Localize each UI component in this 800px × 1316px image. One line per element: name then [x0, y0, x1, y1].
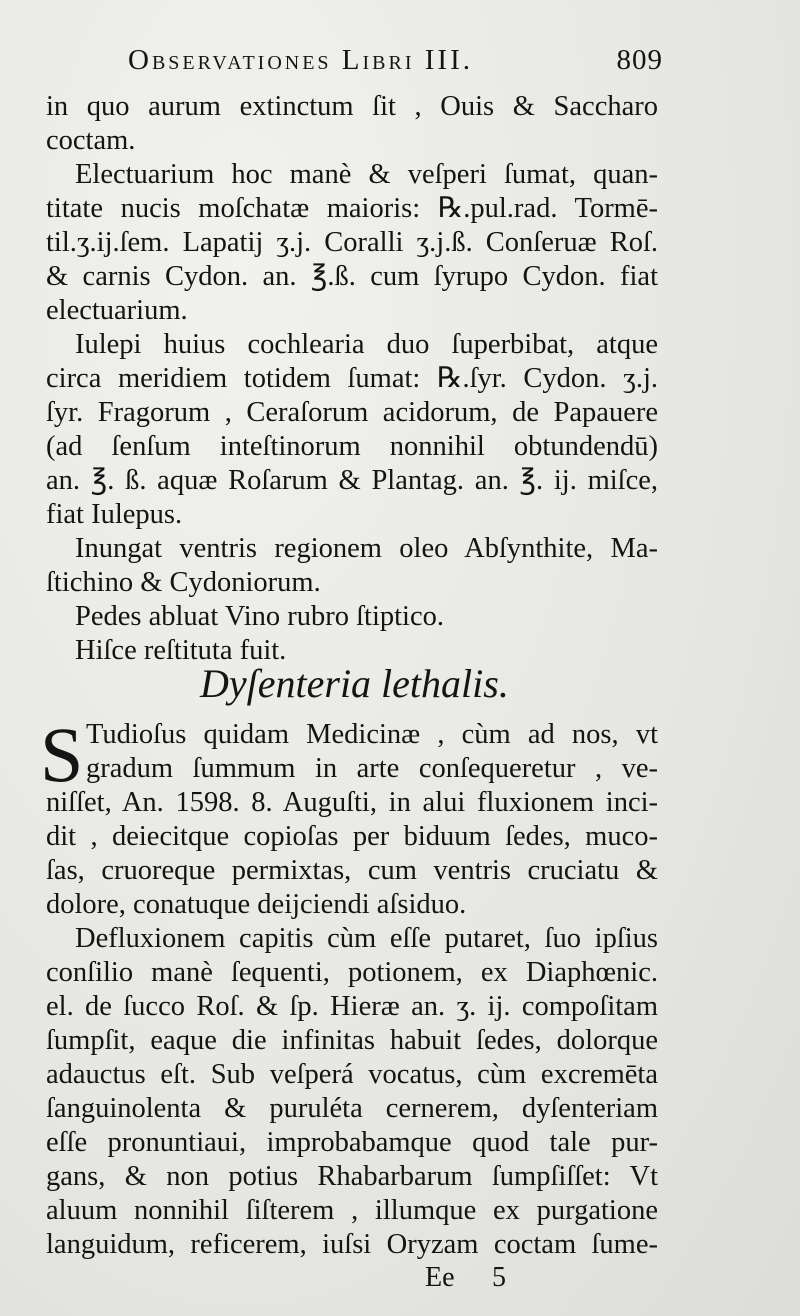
text-line: Inungat ventris regionem oleo Abſynthite, Ma- — [75, 533, 658, 564]
catchword: 5 — [492, 1262, 506, 1293]
text-line: conſilio manè ſequenti, potionem, ex Diaphœnic. — [46, 957, 658, 988]
text-line: (ad ſenſum inteſtinorum nonnihil obtundendū) — [46, 431, 658, 462]
text-line: & carnis Cydon. an. ℥.ß. cum ſyrupo Cydon. fiat — [46, 261, 658, 292]
text-line: dit , deiecitque copioſas per biduum ſedes, muco- — [46, 821, 658, 852]
text-line: dolore, conatuque deijciendi aſsiduo. — [46, 889, 467, 920]
text-line: titate nucis moſchatæ maioris: ℞.pul.rad. Tormē- — [46, 193, 658, 224]
text-line: Hiſce reſtituta fuit. — [75, 635, 287, 666]
text-line: el. de ſucco Roſ. & ſp. Hieræ an. ʒ. ij. compoſitam — [46, 991, 658, 1022]
text-line: in quo aurum extinctum ſit , Ouis & Saccharo — [46, 91, 658, 122]
text-line: gradum ſummum in arte conſequeretur , ve- — [86, 753, 658, 784]
section-heading: Dyſenteria lethalis. — [200, 661, 509, 706]
drop-cap: S — [40, 711, 84, 798]
running-title: Observationes Libri III. — [128, 44, 473, 76]
text-line: Defluxionem capitis cùm eſſe putaret, ſuo ipſius — [75, 923, 658, 954]
text-line: ſyr. Fragorum , Ceraſorum acidorum, de Papauere — [46, 397, 658, 428]
text-line: ſumpſit, eaque die infinitas habuit ſedes, dolorque — [46, 1025, 658, 1056]
text-line: an. ℥. ß. aquæ Roſarum & Plantag. an. ℥. ij. miſce, — [46, 465, 658, 496]
text-line: languidum, reficerem, iuſsi Oryzam coctam ſume- — [46, 1229, 658, 1260]
text-line: ſanguinolenta & puruléta cernerem, dyſenteriam — [46, 1093, 658, 1124]
text-line: Electuarium hoc manè & veſperi ſumat, quan- — [75, 159, 658, 190]
page-number: 809 — [616, 44, 663, 76]
text-line: coctam. — [46, 125, 136, 156]
text-line: til.ʒ.ij.ſem. Lapatij ʒ.j. Coralli ʒ.j.ß. Conſeruæ Roſ. — [46, 227, 658, 258]
text-line: Tudioſus quidam Medicinæ , cùm ad nos, vt — [86, 719, 658, 750]
text-line: circa meridiem totidem ſumat: ℞.ſyr. Cydon. ʒ.j. — [46, 363, 658, 394]
text-line: ſtichino & Cydoniorum. — [46, 567, 321, 598]
text-line: Pedes abluat Vino rubro ſtiptico. — [75, 601, 444, 632]
signature-mark: Ee — [425, 1262, 455, 1293]
text-line: electuarium. — [46, 295, 188, 326]
text-line: eſſe pronuntiaui, improbabamque quod tale pur- — [46, 1127, 658, 1158]
running-header — [128, 44, 663, 88]
text-line: gans, & non potius Rhabarbarum ſumpſiſſet: Vt — [46, 1161, 658, 1192]
text-line: ſas, cruoreque permixtas, cum ventris cruciatu & — [46, 855, 658, 886]
text-line: Iulepi huius cochlearia duo ſuperbibat, atque — [75, 329, 658, 360]
text-line: fiat Iulepus. — [46, 499, 183, 530]
text-line: aluum nonnihil ſiſterem , illumque ex purgatione — [46, 1195, 658, 1226]
text-line: adauctus eſt. Sub veſperá vocatus, cùm excremēta — [46, 1059, 658, 1090]
text-line: niſſet, An. 1598. 8. Auguſti, in alui fluxionem inci- — [46, 787, 658, 818]
